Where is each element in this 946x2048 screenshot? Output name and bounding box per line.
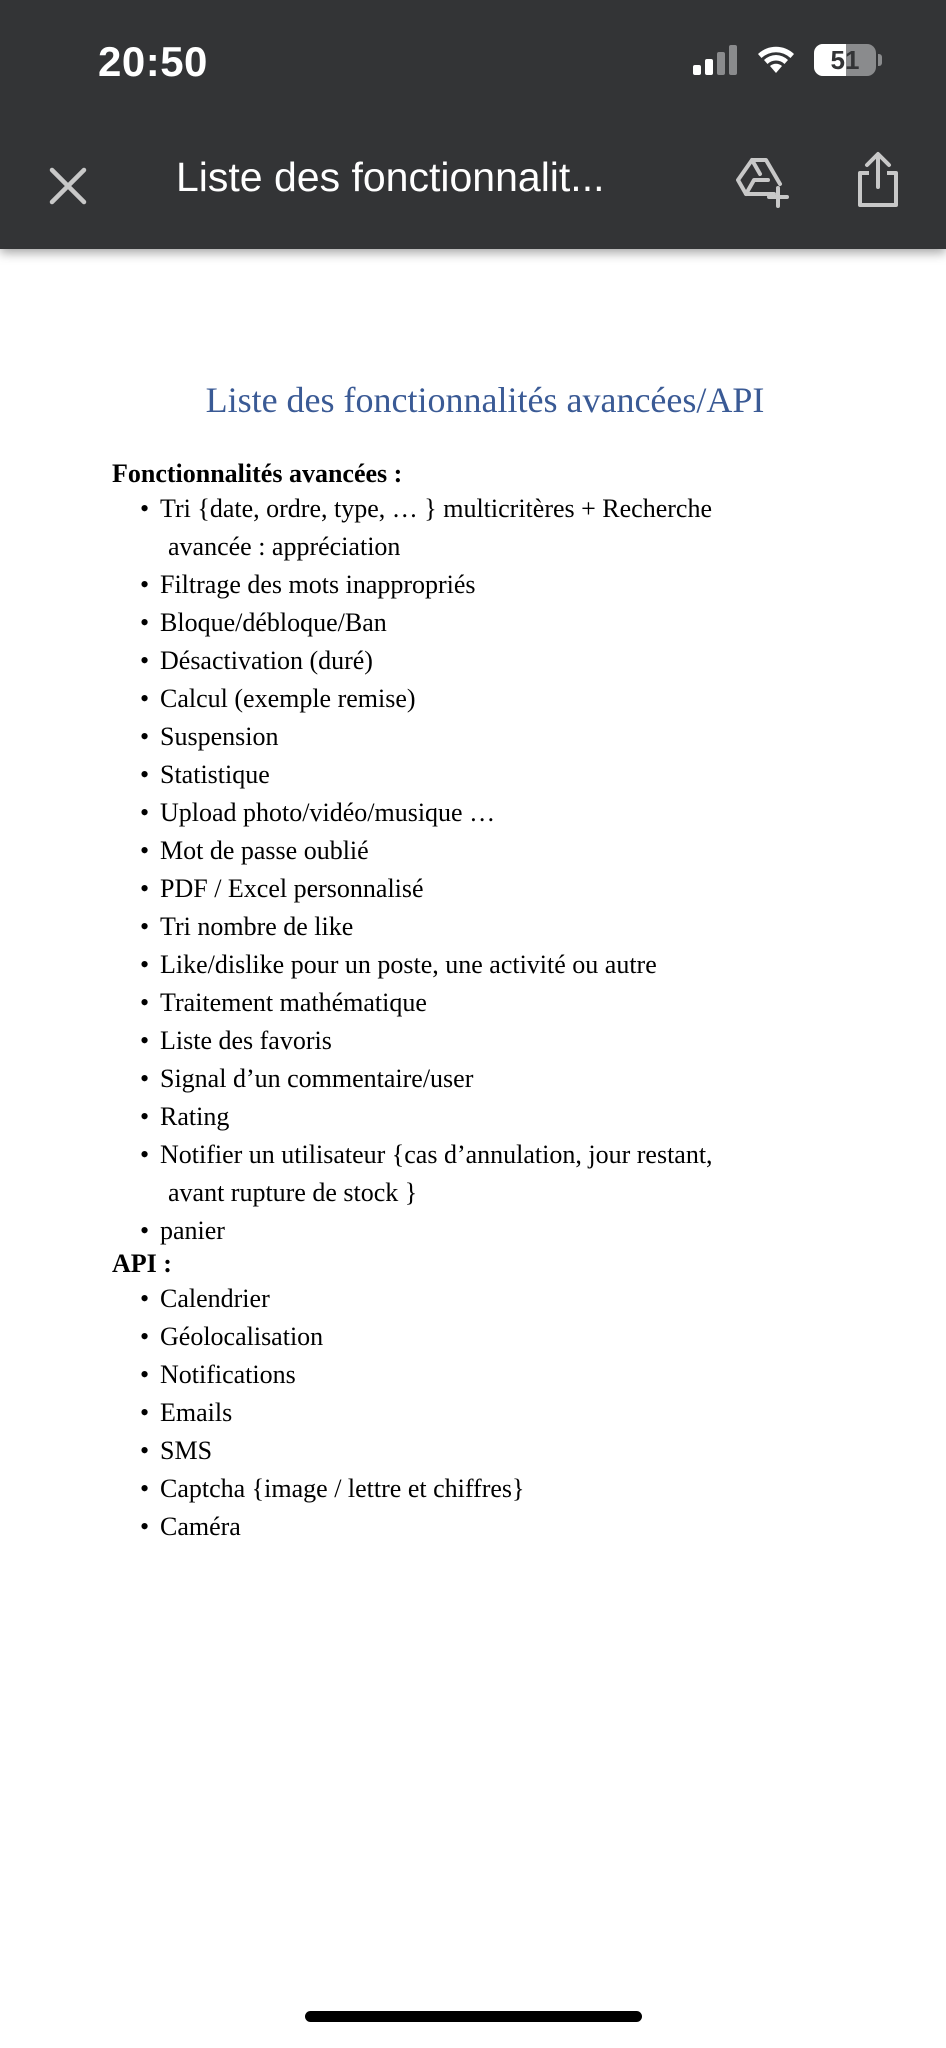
- wifi-icon: [756, 45, 796, 75]
- list-item: [140, 490, 790, 566]
- battery-indicator: [814, 44, 876, 76]
- document-heading: Liste des fonctionnalités avancées/API: [205, 380, 765, 420]
- list-item: • Calendrier: [140, 1280, 525, 1318]
- share-button[interactable]: [848, 146, 908, 214]
- advanced-features-list: [140, 490, 790, 1250]
- document-title: Liste des fonctionnalit...: [176, 154, 605, 200]
- list-item: • SMS: [140, 1432, 525, 1470]
- battery-nub: [878, 54, 882, 66]
- list-item: • Mot de passe oublié: [140, 832, 790, 870]
- home-indicator[interactable]: [305, 2011, 642, 2022]
- list-item: • Tri nombre de like: [140, 908, 790, 946]
- list-item: • Rating: [140, 1098, 790, 1136]
- list-item: • panier: [140, 1212, 790, 1250]
- add-to-drive-icon: [734, 156, 790, 208]
- close-button[interactable]: [40, 158, 96, 214]
- list-item: • Notifications: [140, 1356, 525, 1394]
- nav-row: [0, 140, 946, 230]
- add-to-drive-button[interactable]: [732, 150, 792, 214]
- list-item: [140, 1136, 790, 1212]
- api-list: [140, 1280, 525, 1546]
- status-icons: [692, 44, 882, 76]
- status-time: 20:50: [98, 38, 208, 85]
- list-item: • Géolocalisation: [140, 1318, 525, 1356]
- list-item: • Signal d’un commentaire/user: [140, 1060, 790, 1098]
- list-item: • Statistique: [140, 756, 790, 794]
- share-icon: [854, 151, 902, 209]
- list-item-line: avancée : appréciation: [168, 532, 401, 561]
- list-item: • Bloque/débloque/Ban: [140, 604, 790, 642]
- list-item: • Upload photo/vidéo/musique …: [140, 794, 790, 832]
- list-item: • Suspension: [140, 718, 790, 756]
- close-icon: [48, 166, 88, 206]
- list-item: • Traitement mathématique: [140, 984, 790, 1022]
- list-item: • Emails: [140, 1394, 525, 1432]
- list-item: • Filtrage des mots inappropriés: [140, 566, 790, 604]
- list-item: • Like/dislike pour un poste, une activité ou autre: [140, 946, 790, 984]
- section-title-api: API :: [112, 1249, 172, 1278]
- battery-level: 51: [830, 44, 860, 75]
- list-item-line: Tri {date, ordre, type, … } multicritères + Recherche: [160, 494, 712, 523]
- list-item: • Calcul (exemple remise): [140, 680, 790, 718]
- list-item-line: Notifier un utilisateur {cas d’annulation, jour restant,: [160, 1140, 713, 1169]
- list-item: • PDF / Excel personnalisé: [140, 870, 790, 908]
- list-item: • Désactivation (duré): [140, 642, 790, 680]
- list-item: • Liste des favoris: [140, 1022, 790, 1060]
- app-toolbar: [0, 0, 946, 249]
- list-item: • Captcha {image / lettre et chiffres}: [140, 1470, 525, 1508]
- cellular-signal-icon: [692, 45, 738, 75]
- list-item-line: avant rupture de stock }: [168, 1178, 418, 1207]
- section-title-advanced: Fonctionnalités avancées :: [112, 459, 403, 488]
- list-item: • Caméra: [140, 1508, 525, 1546]
